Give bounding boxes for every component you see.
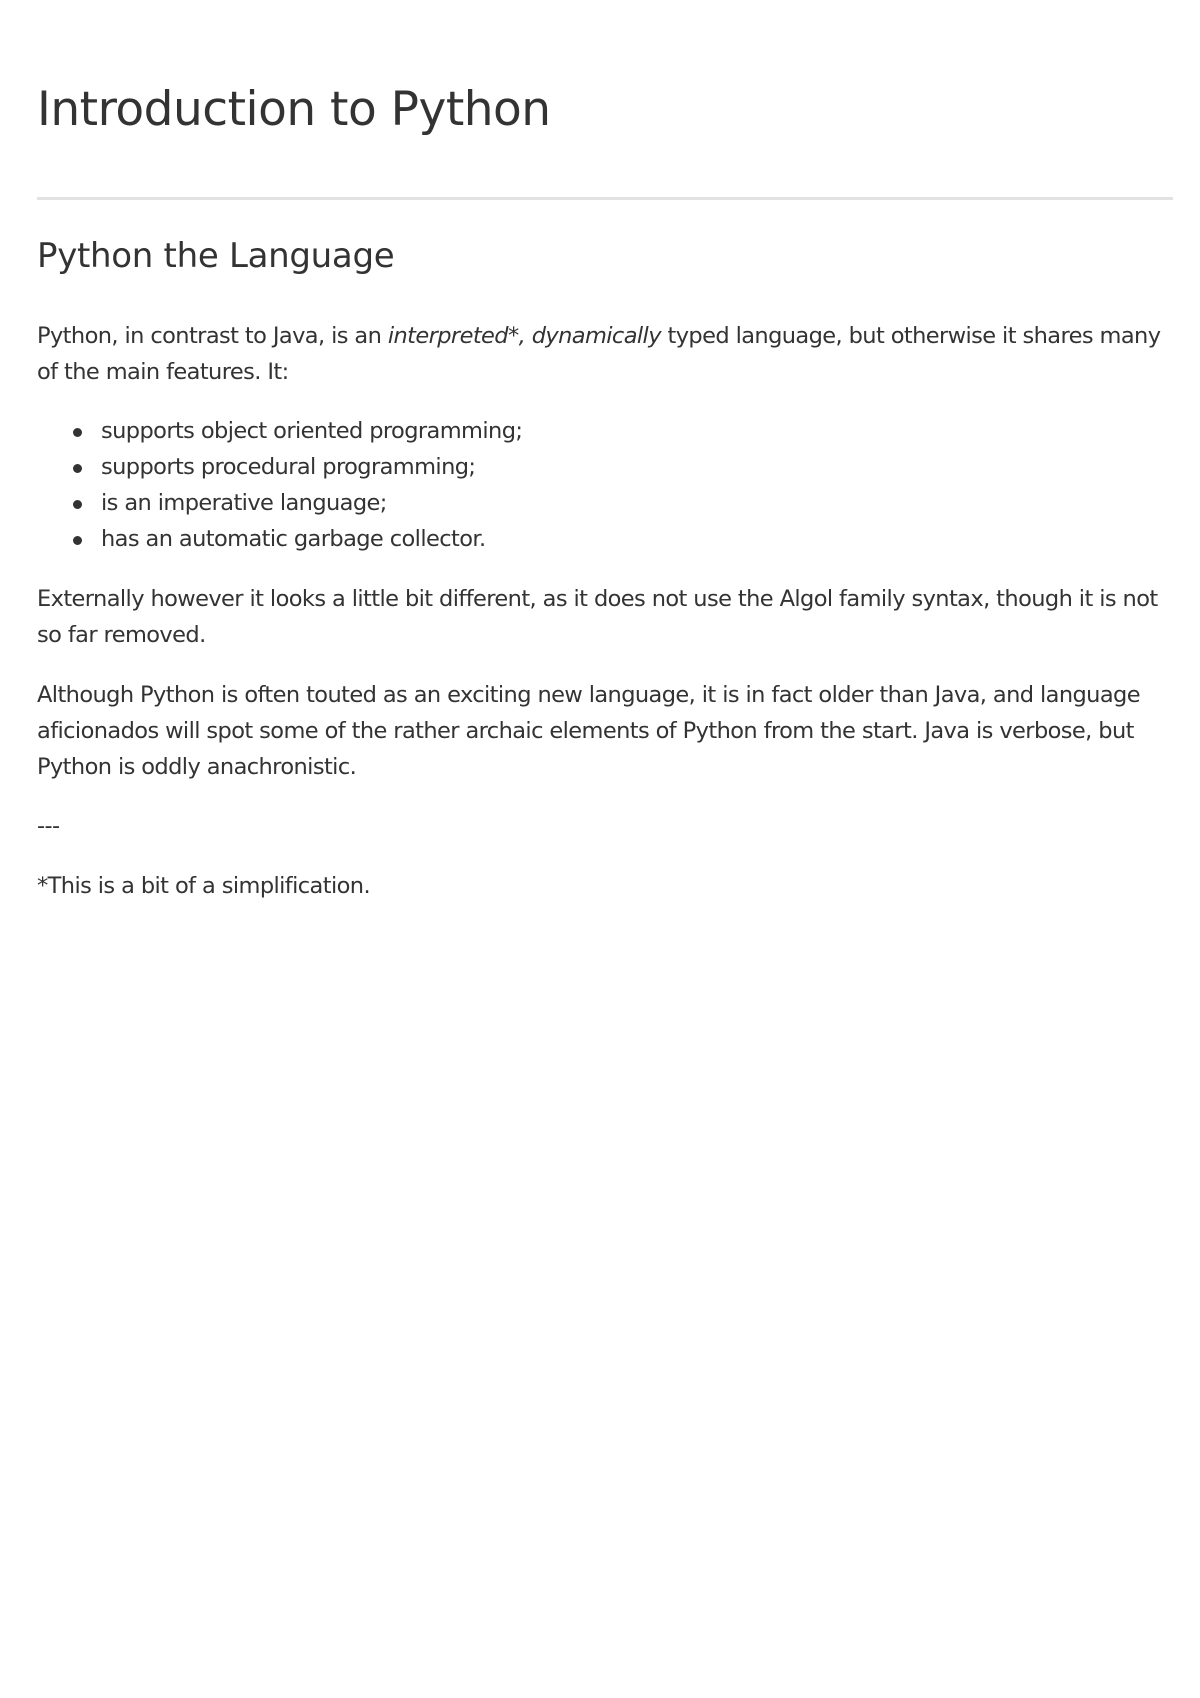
list-item: [37, 413, 522, 449]
list-item-text: has an automatic garbage collector.: [101, 526, 486, 552]
page-title: Introduction to Python: [37, 82, 551, 137]
footnote: *This is a bit of a simplification.: [37, 873, 370, 899]
list-item: [37, 521, 522, 557]
list-item-text: is an imperative language;: [101, 490, 387, 516]
section-heading: Python the Language: [37, 236, 395, 276]
list-item: [37, 485, 522, 521]
list-item: [37, 449, 522, 485]
intro-text-end: typed language, but otherwise it shares many of the main features. It:: [37, 323, 1161, 385]
list-item-text: supports object oriented programming;: [101, 418, 523, 444]
bullet-icon: [73, 464, 82, 473]
list-item-text: supports procedural programming;: [101, 454, 476, 480]
bullet-icon: [73, 536, 82, 545]
syntax-paragraph: Externally however it looks a little bit different, as it does not use the Algol family syntax, though it is not so far removed.: [37, 586, 1158, 648]
history-paragraph: Although Python is often touted as an exciting new language, it is in fact older than Java, and language aficionados will spot some of the rather archaic elements of Python from the start. Java is verbose, but Python is oddly anachronistic.: [37, 682, 1140, 780]
intro-emphasis: interpreted*, dynamically: [387, 323, 661, 349]
text-separator: ---: [37, 813, 60, 839]
features-list: [37, 413, 522, 557]
intro-text-start: Python, in contrast to Java, is an: [37, 323, 388, 349]
bullet-icon: [73, 428, 82, 437]
bullet-icon: [73, 500, 82, 509]
intro-paragraph: [37, 318, 1173, 390]
title-divider: [37, 197, 1173, 200]
